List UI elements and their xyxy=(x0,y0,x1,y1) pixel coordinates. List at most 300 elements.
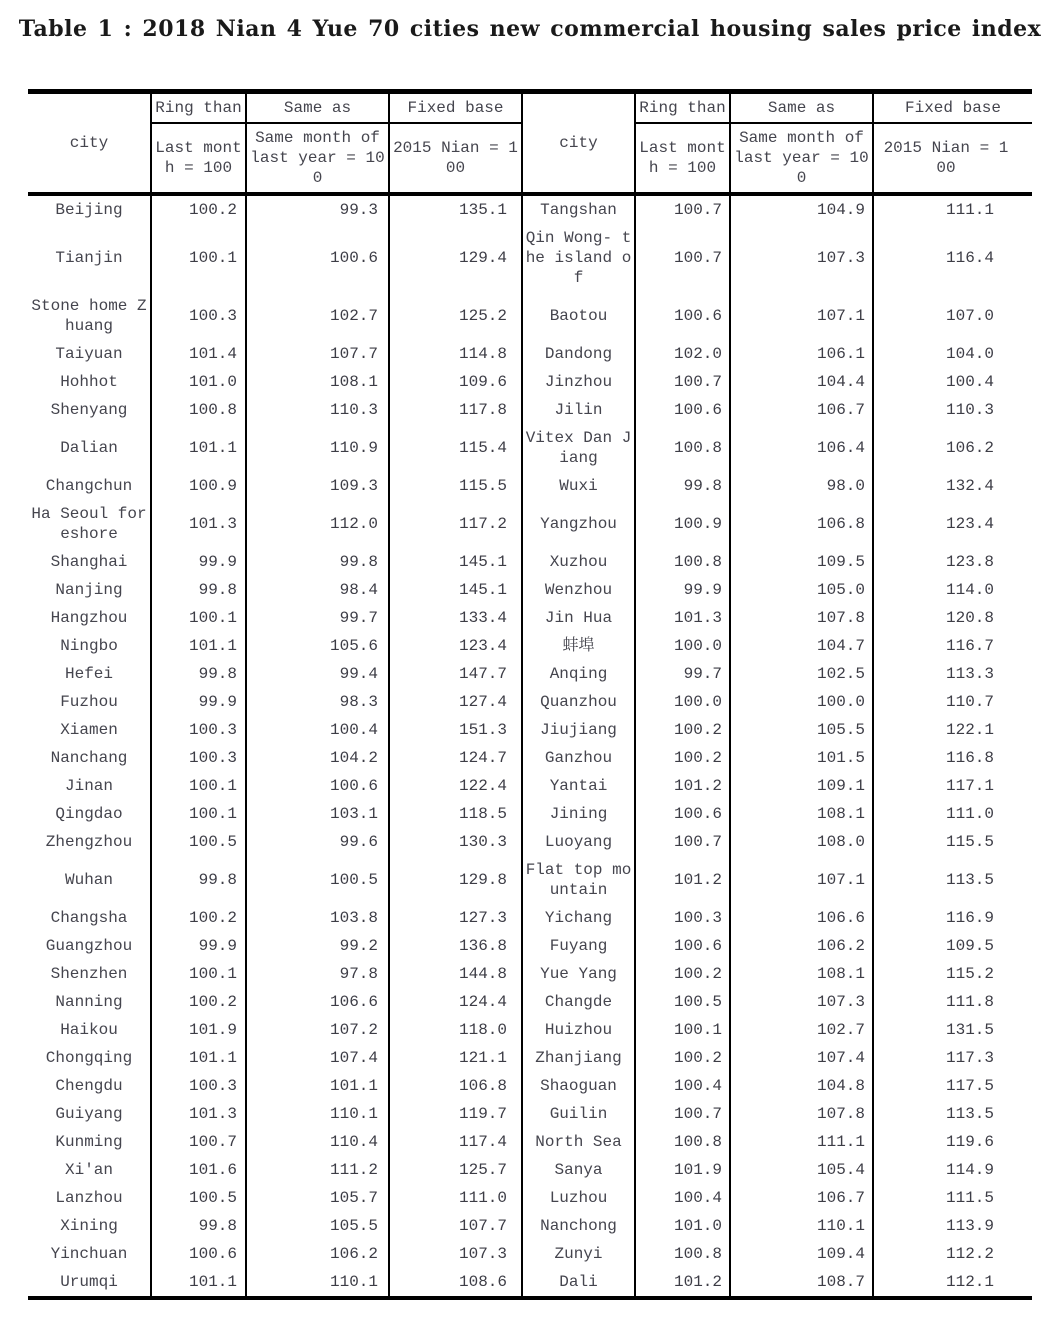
value-cell: 105.5 xyxy=(246,1212,389,1240)
city-cell: Xi'an xyxy=(64,1161,113,1179)
value-cell: 100.2 xyxy=(635,960,730,988)
value-cell: 107.3 xyxy=(730,988,873,1016)
city-cell: Chongqing xyxy=(45,1049,133,1067)
city-cell: Lanzhou xyxy=(55,1189,123,1207)
table-row xyxy=(28,548,1032,576)
value-cell: 100.2 xyxy=(151,904,246,932)
value-cell: 109.5 xyxy=(873,932,1032,960)
city-cell: Changde xyxy=(522,988,635,1016)
value-cell: 101.1 xyxy=(151,632,246,660)
city-cell: Ganzhou xyxy=(522,744,635,772)
value-cell: 110.1 xyxy=(246,1100,389,1128)
value-cell: 100.2 xyxy=(151,194,246,224)
value-cell: 102.0 xyxy=(635,340,730,368)
value-cell: 97.8 xyxy=(246,960,389,988)
value-cell: 100.6 xyxy=(635,292,730,340)
value-cell: 104.0 xyxy=(873,340,1032,368)
value-cell: 111.5 xyxy=(873,1184,1032,1212)
value-cell: 98.3 xyxy=(246,688,389,716)
value-cell: 99.8 xyxy=(151,1212,246,1240)
value-cell: 101.5 xyxy=(730,744,873,772)
value-cell: 110.1 xyxy=(730,1212,873,1240)
table-row xyxy=(28,1184,1032,1212)
value-cell: 115.4 xyxy=(389,424,522,472)
value-cell: 101.9 xyxy=(635,1156,730,1184)
city-cell: Changchun xyxy=(45,477,133,495)
table-row xyxy=(28,224,1032,292)
table-row xyxy=(28,632,1032,660)
value-cell: 107.3 xyxy=(389,1240,522,1268)
value-cell: 116.9 xyxy=(873,904,1032,932)
value-cell: 136.8 xyxy=(389,932,522,960)
value-cell: 108.7 xyxy=(730,1268,873,1298)
value-cell: 100.1 xyxy=(151,604,246,632)
value-cell: 107.7 xyxy=(246,340,389,368)
value-cell: 112.2 xyxy=(873,1240,1032,1268)
value-cell: 119.7 xyxy=(389,1100,522,1128)
value-cell: 132.4 xyxy=(873,472,1032,500)
value-cell: 121.1 xyxy=(389,1044,522,1072)
value-cell: 115.2 xyxy=(873,960,1032,988)
value-cell: 100.4 xyxy=(635,1184,730,1212)
header-city-right: city xyxy=(522,92,635,195)
table-row xyxy=(28,194,1032,224)
city-cell: Flat top mountain xyxy=(522,856,635,904)
value-cell: 101.1 xyxy=(151,424,246,472)
value-cell: 109.3 xyxy=(246,472,389,500)
city-cell: Hohhot xyxy=(60,373,118,391)
value-cell: 108.6 xyxy=(389,1268,522,1298)
value-cell: 100.9 xyxy=(635,500,730,548)
city-cell: Taiyuan xyxy=(55,345,123,363)
value-cell: 100.7 xyxy=(151,1128,246,1156)
table-row xyxy=(28,1100,1032,1128)
value-cell: 107.2 xyxy=(246,1016,389,1044)
city-cell: Dali xyxy=(522,1268,635,1298)
value-cell: 105.5 xyxy=(730,716,873,744)
value-cell: 101.3 xyxy=(151,1100,246,1128)
value-cell: 114.0 xyxy=(873,576,1032,604)
value-cell: 100.6 xyxy=(246,224,389,292)
city-cell: Changsha xyxy=(50,909,128,927)
value-cell: 122.1 xyxy=(873,716,1032,744)
value-cell: 129.8 xyxy=(389,856,522,904)
city-cell: Nanchang xyxy=(50,749,128,767)
value-cell: 113.5 xyxy=(873,1100,1032,1128)
value-cell: 100.6 xyxy=(635,396,730,424)
city-cell: Dalian xyxy=(60,439,118,457)
value-cell: 123.4 xyxy=(389,632,522,660)
table-row xyxy=(28,716,1032,744)
value-cell: 98.0 xyxy=(730,472,873,500)
value-cell: 100.3 xyxy=(151,292,246,340)
value-cell: 123.4 xyxy=(873,500,1032,548)
value-cell: 118.5 xyxy=(389,800,522,828)
city-cell: Jining xyxy=(522,800,635,828)
value-cell: 110.7 xyxy=(873,688,1032,716)
value-cell: 100.8 xyxy=(635,1240,730,1268)
value-cell: 106.8 xyxy=(389,1072,522,1100)
table-row xyxy=(28,1240,1032,1268)
table-body xyxy=(28,194,1032,1298)
city-cell: Xining xyxy=(60,1217,118,1235)
value-cell: 105.6 xyxy=(246,632,389,660)
value-cell: 99.9 xyxy=(151,548,246,576)
value-cell: 145.1 xyxy=(389,576,522,604)
value-cell: 104.4 xyxy=(730,368,873,396)
value-cell: 101.2 xyxy=(635,772,730,800)
value-cell: 130.3 xyxy=(389,828,522,856)
table-row xyxy=(28,800,1032,828)
city-cell: Zhengzhou xyxy=(45,833,133,851)
table-row xyxy=(28,1268,1032,1298)
value-cell: 107.4 xyxy=(246,1044,389,1072)
value-cell: 100.0 xyxy=(730,688,873,716)
value-cell: 100.2 xyxy=(635,744,730,772)
value-cell: 100.3 xyxy=(635,904,730,932)
header-ring-right: Ring than xyxy=(635,92,730,124)
table-row xyxy=(28,828,1032,856)
value-cell: 100.6 xyxy=(635,932,730,960)
city-cell: Jinan xyxy=(64,777,113,795)
value-cell: 108.1 xyxy=(730,960,873,988)
city-cell: Jilin xyxy=(522,396,635,424)
value-cell: 106.6 xyxy=(246,988,389,1016)
city-cell: Tangshan xyxy=(522,194,635,224)
table-row xyxy=(28,1072,1032,1100)
city-cell: Yichang xyxy=(522,904,635,932)
city-cell: Wuhan xyxy=(64,871,113,889)
value-cell: 133.4 xyxy=(389,604,522,632)
city-cell: Xuzhou xyxy=(522,548,635,576)
value-cell: 100.5 xyxy=(635,988,730,1016)
header-city-left: city xyxy=(69,134,109,152)
city-cell: Jiujiang xyxy=(522,716,635,744)
header-ring-sub-right: Last month = 100 xyxy=(635,123,730,194)
value-cell: 106.4 xyxy=(730,424,873,472)
table-row xyxy=(28,932,1032,960)
value-cell: 124.7 xyxy=(389,744,522,772)
value-cell: 100.4 xyxy=(246,716,389,744)
value-cell: 102.5 xyxy=(730,660,873,688)
value-cell: 99.3 xyxy=(246,194,389,224)
value-cell: 100.7 xyxy=(635,194,730,224)
value-cell: 105.7 xyxy=(246,1184,389,1212)
value-cell: 100.8 xyxy=(635,424,730,472)
table-row xyxy=(28,340,1032,368)
value-cell: 145.1 xyxy=(389,548,522,576)
table-title: Table 1 : 2018 Nian 4 Yue 70 cities new commercial housing sales price index xyxy=(18,16,1042,42)
value-cell: 124.4 xyxy=(389,988,522,1016)
city-cell: Urumqi xyxy=(60,1273,118,1291)
table-row xyxy=(28,424,1032,472)
city-cell: Wuxi xyxy=(522,472,635,500)
value-cell: 101.2 xyxy=(635,856,730,904)
value-cell: 99.8 xyxy=(151,856,246,904)
city-cell: Jin Hua xyxy=(522,604,635,632)
city-cell: Yinchuan xyxy=(50,1245,128,1263)
city-cell: Zhanjiang xyxy=(522,1044,635,1072)
header-ring-sub-left: Last month = 100 xyxy=(151,123,246,194)
table-row xyxy=(28,396,1032,424)
value-cell: 100.8 xyxy=(635,1128,730,1156)
city-cell: Yangzhou xyxy=(522,500,635,548)
value-cell: 110.3 xyxy=(873,396,1032,424)
value-cell: 106.2 xyxy=(730,932,873,960)
value-cell: 100.8 xyxy=(151,396,246,424)
value-cell: 114.8 xyxy=(389,340,522,368)
city-cell: Jinzhou xyxy=(522,368,635,396)
value-cell: 144.8 xyxy=(389,960,522,988)
value-cell: 100.7 xyxy=(635,368,730,396)
value-cell: 100.2 xyxy=(635,716,730,744)
value-cell: 106.6 xyxy=(730,904,873,932)
value-cell: 103.1 xyxy=(246,800,389,828)
city-cell: Hefei xyxy=(64,665,113,683)
header-row-1 xyxy=(28,92,1032,124)
city-cell: Shenyang xyxy=(50,401,128,419)
table-row xyxy=(28,1044,1032,1072)
value-cell: 111.8 xyxy=(873,988,1032,1016)
value-cell: 117.8 xyxy=(389,396,522,424)
city-cell: North Sea xyxy=(522,1128,635,1156)
value-cell: 100.7 xyxy=(635,1100,730,1128)
value-cell: 100.7 xyxy=(635,828,730,856)
city-cell: Sanya xyxy=(522,1156,635,1184)
value-cell: 111.1 xyxy=(873,194,1032,224)
city-cell: Nanjing xyxy=(55,581,123,599)
city-cell: Nanchong xyxy=(522,1212,635,1240)
value-cell: 101.1 xyxy=(151,1268,246,1298)
value-cell: 101.1 xyxy=(151,1044,246,1072)
table-row xyxy=(28,1016,1032,1044)
value-cell: 109.6 xyxy=(389,368,522,396)
header-same-left: Same as xyxy=(246,92,389,124)
value-cell: 113.9 xyxy=(873,1212,1032,1240)
value-cell: 100.7 xyxy=(635,224,730,292)
value-cell: 109.1 xyxy=(730,772,873,800)
table-row xyxy=(28,292,1032,340)
value-cell: 104.2 xyxy=(246,744,389,772)
value-cell: 101.2 xyxy=(635,1268,730,1298)
value-cell: 111.0 xyxy=(873,800,1032,828)
city-cell: 蚌埠 xyxy=(522,632,635,660)
city-cell: Tianjin xyxy=(55,249,123,267)
value-cell: 104.7 xyxy=(730,632,873,660)
value-cell: 123.8 xyxy=(873,548,1032,576)
value-cell: 106.1 xyxy=(730,340,873,368)
header-fixed-sub-left: 2015 Nian = 100 xyxy=(389,123,522,194)
city-cell: Guilin xyxy=(522,1100,635,1128)
table-header xyxy=(28,92,1032,195)
value-cell: 129.4 xyxy=(389,224,522,292)
table-row xyxy=(28,960,1032,988)
value-cell: 114.9 xyxy=(873,1156,1032,1184)
value-cell: 100.1 xyxy=(151,800,246,828)
city-cell: Beijing xyxy=(28,194,151,224)
value-cell: 106.2 xyxy=(873,424,1032,472)
value-cell: 106.2 xyxy=(246,1240,389,1268)
value-cell: 117.3 xyxy=(873,1044,1032,1072)
value-cell: 106.7 xyxy=(730,396,873,424)
value-cell: 101.4 xyxy=(151,340,246,368)
value-cell: 99.6 xyxy=(246,828,389,856)
value-cell: 108.1 xyxy=(730,800,873,828)
value-cell: 108.1 xyxy=(246,368,389,396)
city-cell: Ningbo xyxy=(60,637,118,655)
value-cell: 147.7 xyxy=(389,660,522,688)
city-cell: Fuyang xyxy=(522,932,635,960)
value-cell: 105.0 xyxy=(730,576,873,604)
city-cell: Wenzhou xyxy=(522,576,635,604)
value-cell: 100.0 xyxy=(635,632,730,660)
value-cell: 102.7 xyxy=(730,1016,873,1044)
value-cell: 117.2 xyxy=(389,500,522,548)
city-cell: Guangzhou xyxy=(45,937,133,955)
value-cell: 100.6 xyxy=(151,1240,246,1268)
value-cell: 117.5 xyxy=(873,1072,1032,1100)
value-cell: 106.7 xyxy=(730,1184,873,1212)
value-cell: 100.1 xyxy=(635,1016,730,1044)
value-cell: 100.4 xyxy=(635,1072,730,1100)
value-cell: 116.8 xyxy=(873,744,1032,772)
city-cell: Qin Wong- the island of xyxy=(522,224,635,292)
city-cell: Hangzhou xyxy=(50,609,128,627)
table-row xyxy=(28,856,1032,904)
value-cell: 117.1 xyxy=(873,772,1032,800)
value-cell: 100.2 xyxy=(635,1044,730,1072)
value-cell: 111.2 xyxy=(246,1156,389,1184)
city-cell: Stone home Zhuang xyxy=(31,297,147,335)
table-row xyxy=(28,1156,1032,1184)
header-same-sub-right: Same month of last year = 100 xyxy=(730,123,873,194)
value-cell: 110.9 xyxy=(246,424,389,472)
value-cell: 118.0 xyxy=(389,1016,522,1044)
header-same-right: Same as xyxy=(730,92,873,124)
value-cell: 113.5 xyxy=(873,856,1032,904)
city-cell: Chengdu xyxy=(55,1077,123,1095)
value-cell: 99.2 xyxy=(246,932,389,960)
city-cell: Luoyang xyxy=(522,828,635,856)
value-cell: 100.6 xyxy=(635,800,730,828)
value-cell: 100.1 xyxy=(151,224,246,292)
city-cell: Shanghai xyxy=(50,553,128,571)
value-cell: 107.0 xyxy=(873,292,1032,340)
value-cell: 119.6 xyxy=(873,1128,1032,1156)
value-cell: 107.8 xyxy=(730,604,873,632)
value-cell: 101.3 xyxy=(151,500,246,548)
value-cell: 112.0 xyxy=(246,500,389,548)
value-cell: 107.1 xyxy=(730,292,873,340)
value-cell: 101.9 xyxy=(151,1016,246,1044)
value-cell: 99.8 xyxy=(246,548,389,576)
value-cell: 125.7 xyxy=(389,1156,522,1184)
value-cell: 111.0 xyxy=(389,1184,522,1212)
city-cell: Yue Yang xyxy=(522,960,635,988)
value-cell: 108.0 xyxy=(730,828,873,856)
value-cell: 100.8 xyxy=(635,548,730,576)
value-cell: 102.7 xyxy=(246,292,389,340)
table-row xyxy=(28,688,1032,716)
value-cell: 104.9 xyxy=(730,194,873,224)
table-row xyxy=(28,1128,1032,1156)
value-cell: 122.4 xyxy=(389,772,522,800)
price-index-table xyxy=(28,89,1032,1300)
value-cell: 100.2 xyxy=(151,988,246,1016)
header-same-sub-left: Same month of last year = 100 xyxy=(246,123,389,194)
value-cell: 120.8 xyxy=(873,604,1032,632)
value-cell: 112.1 xyxy=(873,1268,1032,1298)
value-cell: 127.4 xyxy=(389,688,522,716)
value-cell: 101.0 xyxy=(635,1212,730,1240)
table-row xyxy=(28,744,1032,772)
value-cell: 101.0 xyxy=(151,368,246,396)
value-cell: 100.1 xyxy=(151,772,246,800)
value-cell: 100.3 xyxy=(151,716,246,744)
value-cell: 99.9 xyxy=(151,932,246,960)
value-cell: 117.4 xyxy=(389,1128,522,1156)
value-cell: 104.8 xyxy=(730,1072,873,1100)
value-cell: 100.5 xyxy=(151,828,246,856)
city-cell: Guiyang xyxy=(55,1105,123,1123)
table-row xyxy=(28,576,1032,604)
value-cell: 107.1 xyxy=(730,856,873,904)
table-row xyxy=(28,368,1032,396)
value-cell: 109.5 xyxy=(730,548,873,576)
value-cell: 100.3 xyxy=(151,1072,246,1100)
city-cell: Fuzhou xyxy=(60,693,118,711)
value-cell: 99.9 xyxy=(635,576,730,604)
value-cell: 113.3 xyxy=(873,660,1032,688)
value-cell: 103.8 xyxy=(246,904,389,932)
city-cell: Zunyi xyxy=(522,1240,635,1268)
table-row xyxy=(28,772,1032,800)
table-row xyxy=(28,660,1032,688)
value-cell: 105.4 xyxy=(730,1156,873,1184)
table-row xyxy=(28,500,1032,548)
header-fixed-left: Fixed base xyxy=(389,92,522,124)
value-cell: 115.5 xyxy=(873,828,1032,856)
value-cell: 101.1 xyxy=(246,1072,389,1100)
value-cell: 100.1 xyxy=(151,960,246,988)
value-cell: 107.3 xyxy=(730,224,873,292)
value-cell: 107.8 xyxy=(730,1100,873,1128)
value-cell: 101.3 xyxy=(635,604,730,632)
value-cell: 116.4 xyxy=(873,224,1032,292)
city-cell: Huizhou xyxy=(522,1016,635,1044)
header-ring-left: Ring than xyxy=(151,92,246,124)
value-cell: 116.7 xyxy=(873,632,1032,660)
value-cell: 107.4 xyxy=(730,1044,873,1072)
table-row xyxy=(28,472,1032,500)
table-row xyxy=(28,604,1032,632)
table-row xyxy=(28,1212,1032,1240)
value-cell: 110.1 xyxy=(246,1268,389,1298)
table-row xyxy=(28,904,1032,932)
city-cell: Anqing xyxy=(522,660,635,688)
city-cell: Quanzhou xyxy=(522,688,635,716)
value-cell: 99.7 xyxy=(246,604,389,632)
city-cell: Baotou xyxy=(522,292,635,340)
value-cell: 107.7 xyxy=(389,1212,522,1240)
value-cell: 151.3 xyxy=(389,716,522,744)
city-cell: Yantai xyxy=(522,772,635,800)
value-cell: 100.6 xyxy=(246,772,389,800)
value-cell: 106.8 xyxy=(730,500,873,548)
header-fixed-right: Fixed base xyxy=(873,92,1032,124)
value-cell: 100.4 xyxy=(873,368,1032,396)
city-cell: Qingdao xyxy=(55,805,123,823)
